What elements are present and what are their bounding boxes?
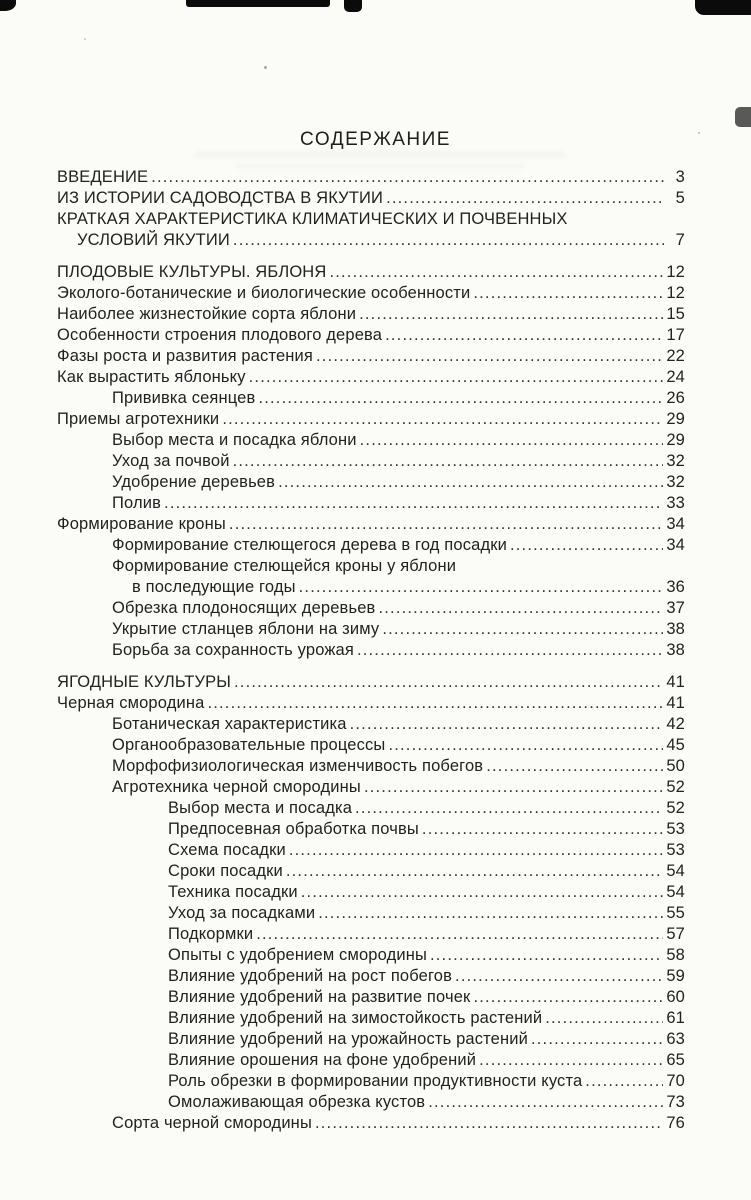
toc-entry <box>57 966 685 987</box>
toc-entry-label: Органообразовательные процессы <box>112 736 386 754</box>
toc-entry-page: 34 <box>666 536 685 554</box>
toc-entry-label: Сорта черной смородины <box>112 1114 312 1132</box>
toc-entry-page: 33 <box>666 494 685 512</box>
toc-entry <box>57 1050 685 1071</box>
toc-entry-page: 45 <box>666 736 685 754</box>
dot-leader <box>249 367 664 388</box>
toc-entry-page: 52 <box>666 778 685 796</box>
toc-entry <box>57 230 685 251</box>
toc-entry <box>57 430 685 451</box>
dot-leader <box>207 693 663 714</box>
toc-entry <box>57 262 685 283</box>
toc-entry-label: Черная смородина <box>57 694 205 712</box>
toc-entry-label: Влияние удобрений на рост побегов <box>168 967 453 985</box>
toc-entry <box>57 188 685 209</box>
dot-leader <box>164 493 663 514</box>
dot-leader <box>318 903 663 924</box>
toc-entry-page: 12 <box>666 263 685 281</box>
toc-entry <box>57 756 685 777</box>
toc-entry-label: Укрытие стланцев яблони на зиму <box>112 620 380 638</box>
toc-entry-label: Влияние удобрений на урожайность растений <box>168 1030 528 1048</box>
toc-entry-page: 53 <box>666 841 685 859</box>
toc-entry-page: 22 <box>666 347 685 365</box>
toc-entry-page: 61 <box>666 1009 685 1027</box>
toc-entry-page: 65 <box>666 1051 685 1069</box>
toc-entry-page: 54 <box>666 883 685 901</box>
dot-leader <box>350 714 664 735</box>
toc-entry-label: Формирование кроны <box>57 515 226 533</box>
toc-entry-label: Прививка сеянцев <box>112 389 256 407</box>
toc-entry-label: Выбор места и посадка яблони <box>112 431 357 449</box>
toc-entry <box>57 556 685 577</box>
dot-leader <box>422 819 663 840</box>
dot-leader <box>301 882 664 903</box>
scan-artifact-top-middle <box>344 0 362 12</box>
toc-entry-label: ПЛОДОВЫЕ КУЛЬТУРЫ. ЯБЛОНЯ <box>57 263 327 281</box>
dot-leader <box>486 756 663 777</box>
toc-entry <box>57 451 685 472</box>
toc-entry-page: 17 <box>666 326 685 344</box>
toc-entry-label: Сроки посадки <box>168 862 283 880</box>
toc-entry <box>57 493 685 514</box>
toc-entry-page: 37 <box>666 599 685 617</box>
toc-entry <box>57 1008 685 1029</box>
toc-entry-page: 34 <box>666 515 685 533</box>
scan-artifact-top-right <box>695 0 751 15</box>
toc-entry-label: Роль обрезки в формировании продуктивности куста <box>168 1072 583 1090</box>
toc-entry <box>57 1029 685 1050</box>
toc-entry <box>57 167 685 188</box>
scan-speck <box>698 132 700 134</box>
toc-entry <box>57 735 685 756</box>
toc-entry-label: Уход за посадками <box>168 904 316 922</box>
dot-leader <box>364 777 663 798</box>
toc-entry-page: 55 <box>666 904 685 922</box>
toc-entry <box>57 367 685 388</box>
table-of-contents <box>0 167 751 1134</box>
dot-leader <box>428 1092 663 1113</box>
toc-entry-page: 70 <box>666 1072 685 1090</box>
toc-entry-page: 41 <box>666 673 685 691</box>
toc-entry-page: 73 <box>666 1093 685 1111</box>
toc-entry-page: 36 <box>666 578 685 596</box>
dot-leader <box>316 346 663 367</box>
dot-leader <box>545 1008 663 1029</box>
toc-entry <box>57 472 685 493</box>
dot-leader <box>473 283 663 304</box>
toc-entry <box>57 514 685 535</box>
section-gap <box>57 661 685 672</box>
toc-entry <box>57 882 685 903</box>
scan-artifact-right-edge <box>735 107 751 127</box>
toc-entry-page: 5 <box>675 189 685 207</box>
toc-entry <box>57 924 685 945</box>
toc-entry-label: Формирование стелющейся кроны у яблони <box>112 557 457 575</box>
dot-leader <box>479 1050 663 1071</box>
toc-entry-label: Влияние удобрений на зимостойкость растений <box>168 1009 543 1027</box>
toc-entry-page: 29 <box>666 410 685 428</box>
toc-entry <box>57 819 685 840</box>
toc-entry-label: Как вырастить яблоньку <box>57 368 246 386</box>
toc-entry <box>57 535 685 556</box>
toc-entry-label: Борьба за сохранность урожая <box>112 641 354 659</box>
dot-leader <box>299 577 664 598</box>
toc-entry-page: 38 <box>666 641 685 659</box>
toc-entry-page: 76 <box>666 1114 685 1132</box>
dot-leader <box>382 619 663 640</box>
toc-entry-page: 32 <box>666 473 685 491</box>
dot-leader <box>233 230 664 251</box>
dot-leader <box>386 188 664 209</box>
bleed-through-ghost <box>195 151 565 158</box>
dot-leader <box>329 262 663 283</box>
toc-entry-label: Удобрение деревьев <box>112 473 276 491</box>
toc-entry <box>57 209 685 230</box>
dot-leader <box>258 388 663 409</box>
toc-entry-label: Агротехника черной смородины <box>112 778 361 796</box>
toc-entry-page: 54 <box>666 862 685 880</box>
toc-entry-page: 7 <box>675 231 685 249</box>
toc-entry <box>57 304 685 325</box>
toc-entry <box>57 987 685 1008</box>
section-gap <box>57 251 685 262</box>
toc-entry-label: Предпосевная обработка почвы <box>168 820 419 838</box>
toc-entry-label: Влияние орошения на фоне удобрений <box>168 1051 477 1069</box>
dot-leader <box>234 672 663 693</box>
dot-leader <box>315 1113 663 1134</box>
scan-speck <box>264 66 267 69</box>
toc-entry <box>57 714 685 735</box>
toc-entry <box>57 346 685 367</box>
toc-entry <box>57 840 685 861</box>
toc-entry-label: ИЗ ИСТОРИИ САДОВОДСТВА В ЯКУТИИ <box>57 189 384 207</box>
toc-entry <box>57 388 685 409</box>
toc-entry <box>57 798 685 819</box>
toc-entry-label: УСЛОВИЙ ЯКУТИИ <box>77 231 230 249</box>
scan-artifact-top-bar <box>186 0 330 7</box>
toc-entry <box>57 1113 685 1134</box>
dot-leader <box>531 1029 663 1050</box>
toc-entry <box>57 945 685 966</box>
toc-entry-label: Выбор места и посадка <box>168 799 353 817</box>
dot-leader <box>455 966 663 987</box>
toc-entry <box>57 693 685 714</box>
dot-leader <box>473 987 663 1008</box>
bleed-through-ghost <box>235 163 525 169</box>
dot-leader <box>385 325 663 346</box>
dot-leader <box>378 598 663 619</box>
toc-entry-page: 63 <box>666 1030 685 1048</box>
toc-entry-page: 15 <box>666 305 685 323</box>
toc-entry <box>57 640 685 661</box>
toc-entry-label: Ботаническая характеристика <box>112 715 347 733</box>
toc-entry-label: Полив <box>112 494 162 512</box>
dot-leader <box>360 430 664 451</box>
toc-entry-label: ЯГОДНЫЕ КУЛЬТУРЫ <box>57 673 231 691</box>
toc-entry <box>57 1092 685 1113</box>
toc-entry <box>57 777 685 798</box>
toc-entry-label: Уход за почвой <box>112 452 230 470</box>
dot-leader <box>510 535 663 556</box>
toc-entry-label: Наиболее жизнестойкие сорта яблони <box>57 305 357 323</box>
dot-leader <box>357 640 663 661</box>
toc-entry <box>57 619 685 640</box>
toc-entry-page: 57 <box>666 925 685 943</box>
scan-speck <box>84 38 86 40</box>
dot-leader <box>256 924 663 945</box>
dot-leader <box>222 409 663 430</box>
dot-leader <box>355 798 663 819</box>
dot-leader <box>430 945 663 966</box>
toc-entry <box>57 903 685 924</box>
dot-leader <box>233 451 664 472</box>
toc-entry-page: 58 <box>666 946 685 964</box>
toc-entry <box>57 409 685 430</box>
toc-entry-label: Приемы агротехники <box>57 410 220 428</box>
toc-entry-label: КРАТКАЯ ХАРАКТЕРИСТИКА КЛИМАТИЧЕСКИХ И ПОЧВЕННЫХ <box>57 210 568 228</box>
toc-entry <box>57 1071 685 1092</box>
toc-entry-label: Подкормки <box>168 925 254 943</box>
toc-entry-label: Фазы роста и развития растения <box>57 347 314 365</box>
toc-entry-page: 50 <box>666 757 685 775</box>
toc-entry-label: Схема посадки <box>168 841 286 859</box>
toc-entry-label: Особенности строения плодового дерева <box>57 326 383 344</box>
dot-leader <box>278 472 663 493</box>
toc-entry-label: в последующие годы <box>132 578 296 596</box>
toc-entry-label: Омолаживающая обрезка кустов <box>168 1093 426 1111</box>
toc-entry-page: 3 <box>675 168 685 186</box>
dot-leader <box>229 514 663 535</box>
toc-entry-page: 52 <box>666 799 685 817</box>
toc-entry-page: 24 <box>666 368 685 386</box>
toc-entry-page: 59 <box>666 967 685 985</box>
toc-entry-label: Техника посадки <box>168 883 298 901</box>
toc-entry-page: 26 <box>666 389 685 407</box>
toc-entry <box>57 672 685 693</box>
dot-leader <box>388 735 663 756</box>
dot-leader <box>289 840 664 861</box>
toc-entry <box>57 283 685 304</box>
toc-entry <box>57 598 685 619</box>
toc-entry-label: Обрезка плодоносящих деревьев <box>112 599 376 617</box>
toc-entry-page: 32 <box>666 452 685 470</box>
toc-entry-page: 53 <box>666 820 685 838</box>
toc-entry-page: 41 <box>666 694 685 712</box>
page-title: СОДЕРЖАНИЕ <box>300 129 451 150</box>
toc-entry-label: Эколого-ботанические и биологические особенности <box>57 284 471 302</box>
dot-leader <box>286 861 664 882</box>
toc-entry-page: 29 <box>666 431 685 449</box>
toc-entry-label: Формирование стелющегося дерева в год посадки <box>112 536 507 554</box>
dot-leader <box>585 1071 663 1092</box>
toc-entry-page: 38 <box>666 620 685 638</box>
toc-entry-label: ВВЕДЕНИЕ <box>57 168 149 186</box>
toc-entry-label: Влияние удобрений на развитие почек <box>168 988 471 1006</box>
toc-entry-label: Морфофизиологическая изменчивость побегов <box>112 757 484 775</box>
dot-leader <box>359 304 663 325</box>
toc-entry <box>57 577 685 598</box>
toc-entry <box>57 325 685 346</box>
toc-entry-page: 60 <box>666 988 685 1006</box>
toc-entry-label: Опыты с удобрением смородины <box>168 946 427 964</box>
dot-leader <box>151 167 664 188</box>
toc-entry <box>57 861 685 882</box>
toc-entry-page: 42 <box>666 715 685 733</box>
toc-entry-page: 12 <box>666 284 685 302</box>
